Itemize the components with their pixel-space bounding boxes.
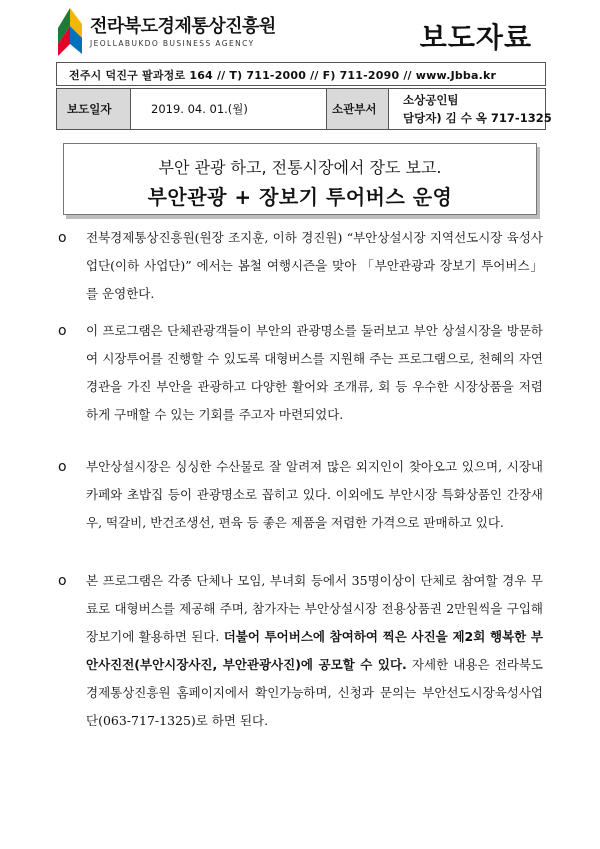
info-table [56, 88, 552, 130]
dept-label-cell [327, 89, 389, 129]
paragraph-4 [86, 567, 543, 735]
bullet-icon: o [58, 573, 67, 589]
bullet-icon: o [58, 323, 67, 339]
paragraph-1: 전북경제통상진흥원(원장 조지훈, 이하 경진원) “부안상설시장 지역선도시장 육성사업단(이하 사업단)” 에서는 봄철 여행시즌을 맞아 「부안관광과 장보기 투어버스」를 운영한다. [86, 230, 543, 301]
paragraph-4-part-3: 자세한 내용은 전라북도경제통상진흥원 홈페이지에서 확인가능하며, 신청과 문의는 부안선도시장육성사업단(063-717-1325)로 하면 된다. [86, 657, 543, 728]
headline-box [63, 143, 537, 215]
date-label-cell [57, 89, 131, 129]
dept-value-cell [389, 89, 552, 129]
paragraph-4-highlight: 더불어 투어버스에 참여하여 찍은 사진을 제2회 행복한 부안사진전(부안시장사진, 부안관광사진)에 공모할 수 있다. [86, 629, 543, 672]
dept-label: 소관부서 [332, 102, 377, 116]
contact-line: 전주시 덕진구 팔과정로 164 // T) 711-2000 // F) 711-2090 // www.Jbba.kr [69, 69, 497, 82]
org-name-en: JEOLLABUKDO BUSINESS AGENCY [90, 39, 255, 48]
dept-value: 소상공인팀 [403, 93, 459, 107]
date-value: 2019. 04. 01.(월) [151, 102, 248, 116]
date-value-cell [131, 89, 327, 129]
org-name-ko: 전라북도경제통상진흥원 [90, 16, 276, 37]
bullet-icon: o [58, 459, 67, 475]
agency-logo-icon [56, 6, 84, 56]
date-label: 보도일자 [67, 102, 112, 116]
paragraph-3: 부안상설시장은 싱싱한 수산물로 잘 알려져 많은 외지인이 찾아오고 있으며, 시장내 카페와 초밥집 등이 관광명소로 꼽히고 있다. 이외에도 부안시장 특화상품인 간장새우, 떡갈비, 반건조생선, 편육 등 좋은 제품을 저렴한 가격으로 판매하고 있다. [86, 459, 543, 530]
headline-title: 부안관광 + 장보기 투어버스 운영 [147, 185, 453, 209]
paragraph-2: 이 프로그램은 단체관광객들이 부안의 관광명소를 둘러보고 부안 상설시장을 방문하여 시장투어를 진행할 수 있도록 대형버스를 지원해 주는 프로그램으로, 천혜의 자연경관을 가진 부안을 관광하고 다양한 활어와 조개류, 회 등 우수한 시장상품을 저렴하게 구매할 수 있는 기회를 주고자 마련되었다. [86, 323, 543, 422]
contact-person: 담당자) 김 수 옥 717-1325 [403, 111, 552, 125]
paragraph-4-part-1: 본 프로그램은 각종 단체나 모임, 부녀회 등에서 35명이상이 단체로 참여할 경우 무료로 대형버스를 제공해 주며, 참가자는 부안상설시장 전용상품권 2만원씩을 구입해 장보기에 활용하면 된다. [86, 573, 543, 644]
bullet-icon: o [58, 230, 67, 246]
contact-bar [56, 62, 546, 86]
headline-subtitle: 부안 관광 하고, 전통시장에서 장도 보고. [158, 158, 442, 177]
doc-type-title: 보도자료 [419, 21, 532, 54]
page-header [56, 6, 546, 60]
